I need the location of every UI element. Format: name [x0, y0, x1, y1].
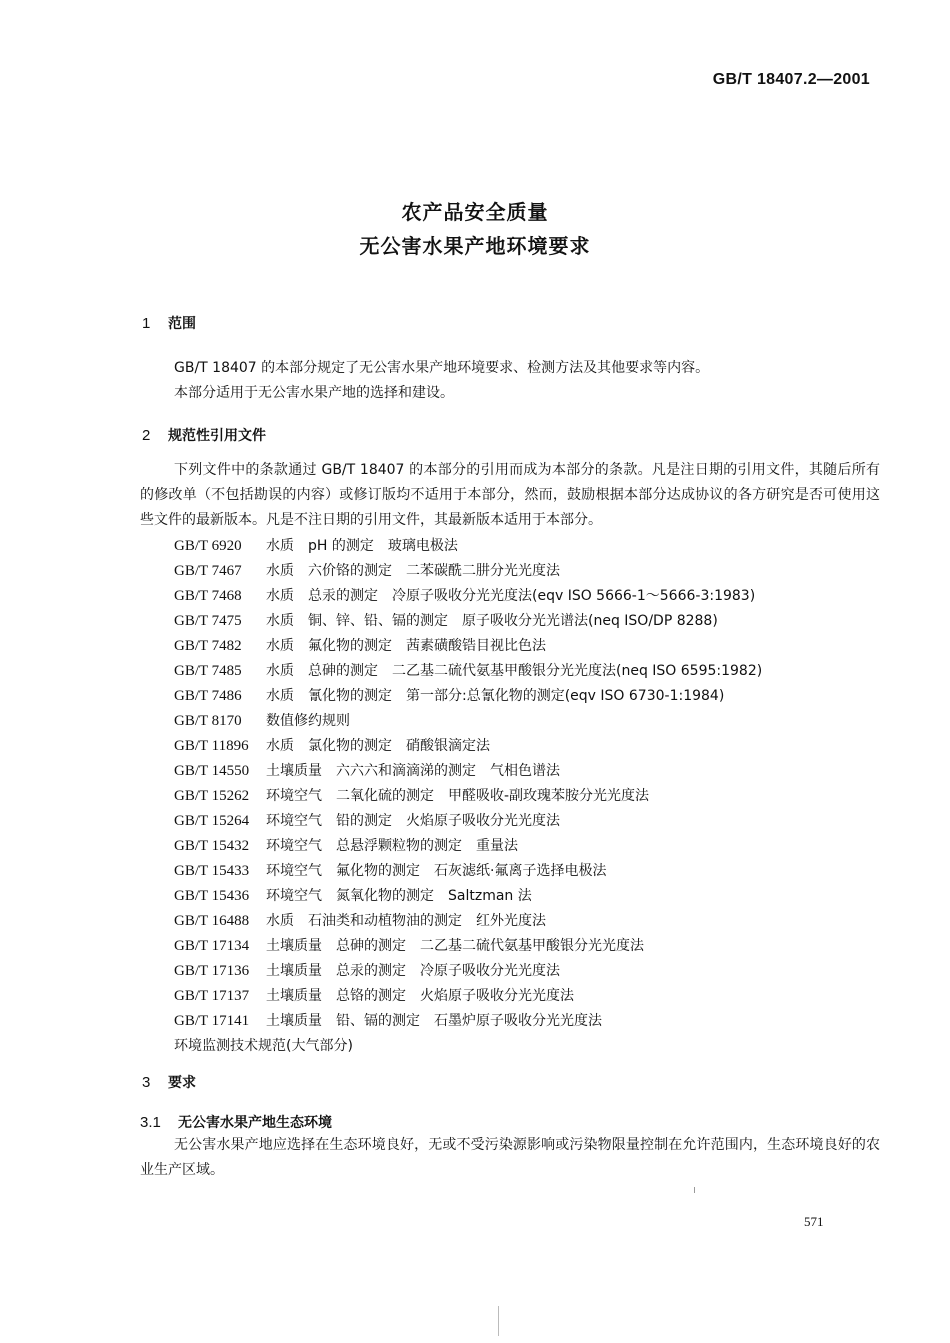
reference-code: GB/T 15436: [174, 888, 250, 904]
document-title-line-2: 无公害水果产地环境要求: [359, 234, 591, 258]
reference-code: GB/T 7467: [174, 563, 242, 579]
reference-item: [174, 859, 762, 884]
reference-title: 水质 氯化物的测定 硝酸银滴定法: [266, 738, 490, 754]
reference-title: 水质 氰化物的测定 第一部分:总氰化物的测定(eqv ISO 6730-1:1984): [266, 688, 725, 704]
reference-item: [174, 909, 762, 934]
reference-title: 土壤质量 总铬的测定 火焰原子吸收分光光度法: [266, 988, 574, 1004]
scan-artifact-mark: [694, 1187, 695, 1193]
reference-code: GB/T 17141: [174, 1013, 250, 1029]
reference-code: GB/T 15262: [174, 788, 250, 804]
reference-code: GB/T 6920: [174, 538, 242, 554]
normative-references-list: [174, 534, 762, 1059]
reference-title: 水质 六价铬的测定 二苯碳酰二肼分光光度法: [266, 563, 560, 579]
section-2-title: 规范性引用文件: [168, 428, 266, 444]
section-2-heading: [142, 425, 266, 445]
reference-title: 环境空气 总悬浮颗粒物的测定 重量法: [266, 838, 518, 854]
reference-code: GB/T 7475: [174, 613, 242, 629]
reference-title: 水质 总砷的测定 二乙基二硫代氨基甲酸银分光光度法(neq ISO 6595:1982): [266, 663, 763, 679]
reference-item: [174, 609, 762, 634]
section-3-1-heading: [140, 1112, 332, 1132]
section-3-1-number: 3.1: [140, 1114, 161, 1131]
reference-item: [174, 834, 762, 859]
reference-code: GB/T 15433: [174, 863, 250, 879]
reference-title: 数值修约规则: [266, 713, 350, 729]
reference-item: [174, 634, 762, 659]
reference-code: GB/T 7468: [174, 588, 242, 604]
reference-item: [174, 659, 762, 684]
reference-code: GB/T 14550: [174, 763, 250, 779]
reference-title: 环境空气 二氧化硫的测定 甲醛吸收-副玫瑰苯胺分光光度法: [266, 788, 650, 804]
section-1-number: 1: [142, 315, 151, 332]
standard-code: GB/T 18407.2—2001: [712, 71, 870, 88]
reference-code: GB/T 17134: [174, 938, 250, 954]
section-3-heading: [142, 1072, 196, 1092]
section-2-paragraph-1: 下列文件中的条款通过 GB/T 18407 的本部分的引用而成为本部分的条款。凡是注日期的引用文件，其随后所有的修改单（不包括勘误的内容）或修订版均不适用于本部分，然而，鼓励根据本部分达成协议的各方研究是否可使用这些文件的最新版本。凡是不注日期的引用文件，其最新版本适用于本部分。: [140, 462, 880, 528]
section-1-heading: [142, 313, 196, 333]
reference-title: 水质 总汞的测定 冷原子吸收分光光度法(eqv ISO 5666-1～5666-3:1983): [266, 588, 756, 604]
reference-code: GB/T 15264: [174, 813, 250, 829]
reference-item: [174, 559, 762, 584]
reference-item: [174, 809, 762, 834]
section-3-1-paragraph-1: 无公害水果产地应选择在生态环境良好，无或不受污染源影响或污染物限量控制在允许范围内，生态环境良好的农业生产区域。: [140, 1137, 880, 1178]
reference-item: [174, 784, 762, 809]
reference-code: GB/T 17137: [174, 988, 250, 1004]
reference-title: 环境空气 氟化物的测定 石灰滤纸·氟离子选择电极法: [266, 863, 607, 879]
reference-title: 水质 pH 的测定 玻璃电极法: [266, 538, 458, 554]
section-3-number: 3: [142, 1074, 151, 1091]
reference-item: [174, 734, 762, 759]
reference-code: GB/T 17136: [174, 963, 250, 979]
reference-title: 水质 氟化物的测定 茜素磺酸锆目视比色法: [266, 638, 546, 654]
reference-code: GB/T 7486: [174, 688, 242, 704]
section-3-1-title: 无公害水果产地生态环境: [178, 1115, 332, 1131]
section-1-paragraph-1: GB/T 18407 的本部分规定了无公害水果产地环境要求、检测方法及其他要求等内容。: [174, 360, 710, 376]
reference-code: GB/T 7485: [174, 663, 242, 679]
reference-title: 环境空气 铅的测定 火焰原子吸收分光光度法: [266, 813, 560, 829]
section-2-number: 2: [142, 427, 151, 444]
section-1-title: 范围: [168, 316, 196, 332]
reference-title: 水质 铜、锌、铅、镉的测定 原子吸收分光光谱法(neq ISO/DP 8288): [266, 613, 718, 629]
reference-item: [174, 959, 762, 984]
reference-title: 水质 石油类和动植物油的测定 红外光度法: [266, 913, 546, 929]
reference-code: GB/T 15432: [174, 838, 250, 854]
reference-code: GB/T 8170: [174, 713, 242, 729]
reference-item: [174, 584, 762, 609]
section-1-paragraph-2: 本部分适用于无公害水果产地的选择和建设。: [174, 385, 454, 401]
reference-title: 土壤质量 总砷的测定 二乙基二硫代氨基甲酸银分光光度法: [266, 938, 644, 954]
reference-item: [174, 709, 762, 734]
reference-item: [174, 934, 762, 959]
reference-item-monitoring-spec: 环境监测技术规范(大气部分): [174, 1038, 353, 1054]
page-number: 571: [804, 1214, 824, 1229]
document-title-line-1: 农产品安全质量: [401, 200, 549, 224]
reference-item: [174, 534, 762, 559]
reference-code: GB/T 16488: [174, 913, 250, 929]
reference-code: GB/T 7482: [174, 638, 242, 654]
reference-title: 土壤质量 铅、镉的测定 石墨炉原子吸收分光光度法: [266, 1013, 602, 1029]
reference-item: [174, 684, 762, 709]
reference-code: GB/T 11896: [174, 738, 249, 754]
scan-artifact-mark: [498, 1306, 499, 1336]
reference-title: 环境空气 氮氧化物的测定 Saltzman 法: [266, 888, 532, 904]
reference-title: 土壤质量 六六六和滴滴涕的测定 气相色谱法: [266, 763, 560, 779]
reference-item: [174, 759, 762, 784]
section-3-title: 要求: [168, 1075, 196, 1091]
reference-item: [174, 1009, 762, 1034]
reference-item: [174, 884, 762, 909]
reference-title: 土壤质量 总汞的测定 冷原子吸收分光光度法: [266, 963, 560, 979]
reference-item: [174, 984, 762, 1009]
